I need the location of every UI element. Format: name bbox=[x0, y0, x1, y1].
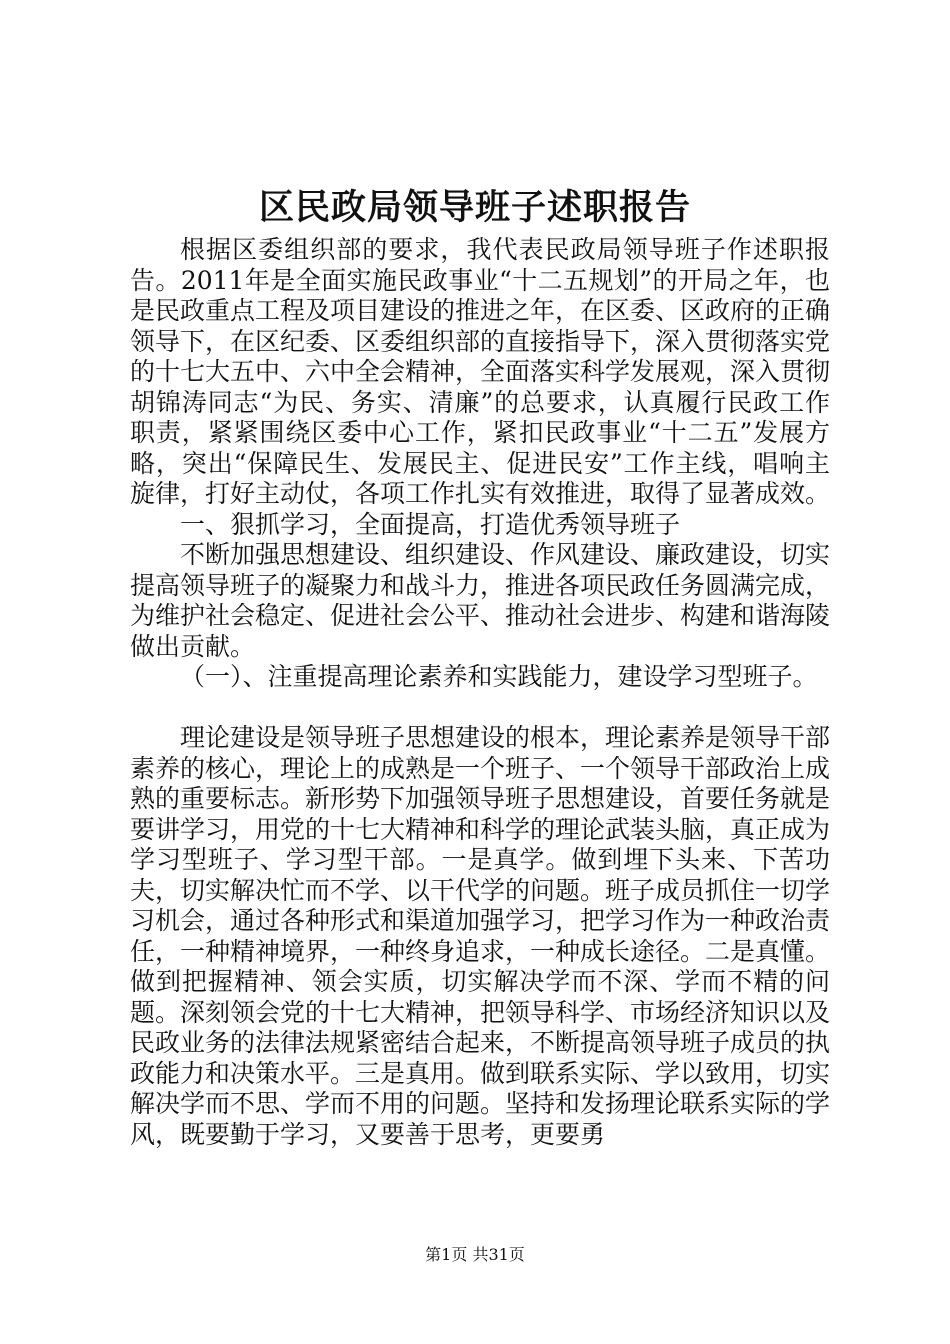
page-footer: 第1页 共31页 bbox=[425, 1245, 525, 1264]
section-heading-1: 一、狠抓学习，全面提高，打造优秀领导班子 bbox=[180, 509, 681, 539]
paragraph-subsection-1: 理论建设是领导班子思想建设的根本，理论素养是领导干部素养的核心，理论上的成熟是一个班子、一个领导干部政治上成熟的重要标志。新形势下加强领导班子思想建设，首要任务就是要讲学习，用党的十七大精神和科学的理论武装头脑，真正成为学习型班子、学习型干部。一是真学。做到埋下头来、下苦功夫，切实解决忙而不学、以干代学的问题。班子成员抓住一切学习机会，通过各种形式和渠道加强学习，把学习作为一种政治责任，一种精神境界，一种终身追求，一种成长途径。二是真懂。做到把握精神、领会实质，切实解决学而不深、学而不精的问题。深刻领会党的十七大精神，把领导科学、市场经济知识以及民政业务的法律法规紧密结合起来，不断提高领导班子成员的执政能力和决策水平。三是真用。做到联系实际、学以致用，切实解决学而不思、学而不用的问题。坚持和发扬理论联系实际的学风，既要勤于学习，又要善于思考，更要勇 bbox=[130, 723, 831, 1149]
subsection-heading-1: （一）、注重提高理论素养和实践能力，建设学习型班子。 bbox=[180, 662, 818, 691]
document-body bbox=[130, 235, 830, 1150]
paragraph-intro: 根据区委组织部的要求，我代表民政局领导班子作述职报告。2011年是全面实施民政事业“十二五规划”的开局之年，也是民政重点工程及项目建设的推进之年，在区委、区政府的正确领导下，在区纪委、区委组织部的直接指导下，深入贯彻落实党的十七大五中、六中全会精神，全面落实科学发展观，深入贯彻胡锦涛同志“为民、务实、清廉”的总要求，认真履行民政工作职责，紧紧围绕区委中心工作，紧扣民政事业“十二五”发展方略，突出“保障民生、发展民主、促进民安”工作主线，唱响主旋律，打好主动仗，各项工作扎实有效推进，取得了显著成效。 bbox=[130, 235, 831, 508]
document-title: 区民政局领导班子述职报告 bbox=[258, 187, 691, 228]
paragraph-section-1: 不断加强思想建设、组织建设、作风建设、廉政建设，切实提高领导班子的凝聚力和战斗力，推进各项民政任务圆满完成，为维护社会稳定、促进社会公平、推动社会进步、构建和谐海陵做出贡献。 bbox=[130, 540, 831, 661]
